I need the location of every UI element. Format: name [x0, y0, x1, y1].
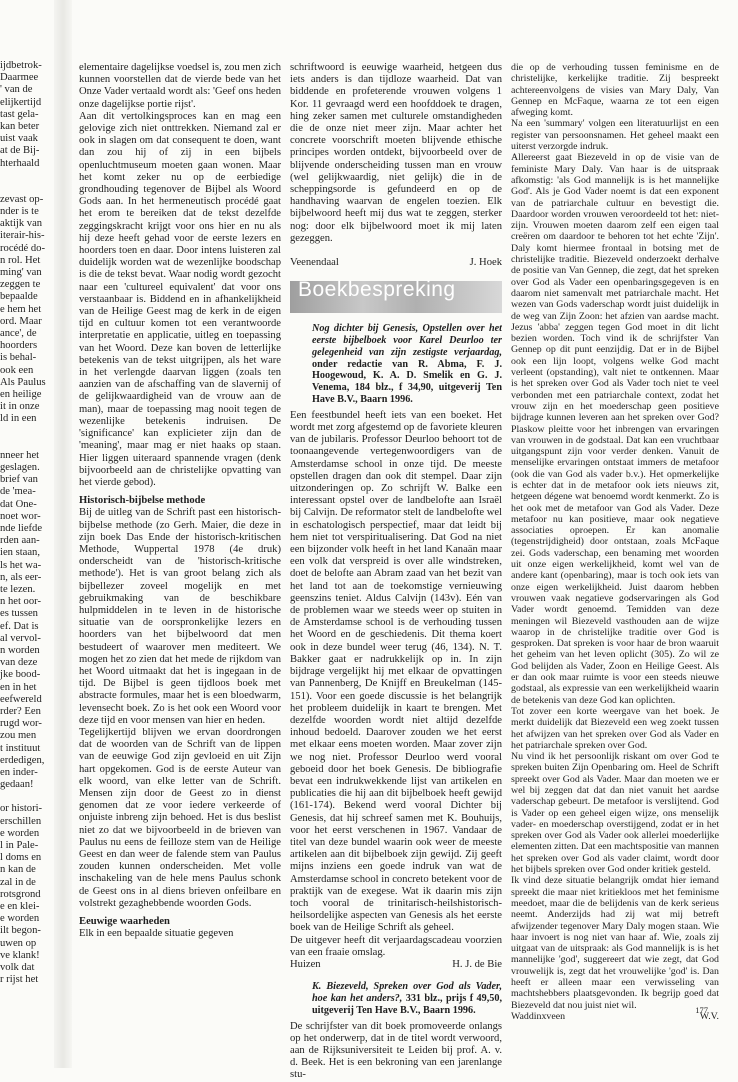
line-gap — [0, 791, 50, 803]
review-book-meta: onder redactie van R. Abma, F. J. Hoogewoud, K. A. D. Smelik en G. J. Venema, 184 blz., f 34,90, uitgeverij Ten Have B.V., Baarn 1996. — [312, 358, 502, 406]
text-fragment: t instituut — [0, 742, 41, 754]
text-fragment: Als Paulus — [0, 376, 46, 388]
text-fragment: l doms en — [0, 852, 42, 864]
review-signature — [511, 1011, 719, 1022]
page-spine-shadow — [54, 0, 72, 1068]
text-fragment: e en klei- — [0, 901, 40, 912]
text-fragment: uwen op — [0, 937, 37, 949]
paragraph: Nu vind ik het persoonlijk riskant om over God te spreken buiten Zijn Openbaring om. Heel de Schrift spreekt over God als Vader. Maar dan moeten we er wel bij zeggen dat dat dan niet vanuit het aardse vaderschap gebeurt. De metafoor is verslijtend. God is Vader op een geheel eigen wijze, ons menselijk vader- en moederschap overstijgend, zodat er in het spreken over God als Vader ook allerlei moederlijke elementen zitten. Dat een machtspositie van mannen het spreken over God als vader claimt, wordt door het bijbels spreken over God onder kritiek gesteld. — [511, 751, 719, 876]
review-book-meta: 331 blz., prijs f 49,50, uitgeverij Ten Have B.V., Baarn 1996. — [312, 992, 502, 1016]
paragraph: schriftwoord is eeuwige waarheid, hetgeen dus iets anders is dan tijdloze waarheid. Dat van biddende en profeterende vrouwen volgens 1 Kor. 11 gevraagd werd een hoofddoek te dragen, hing zeker samen met culturele omstandigheden die de onze niet meer zijn. Maar achter het concrete voorschrift moeten blijvende ethische principes worden ontdekt, bijvoorbeeld over de blijvende onderscheiding tussen man en vrouw (wel gelijkwaardig, niet gelijk) die in de scheppingsorde is gefundeerd en op de handhaving waarvan de engelen toezien. Elk bijbelwoord heeft mij dus wat te zeggen, sterker nog: door elk bijbelwoord moet ik mij laten gezeggen. — [290, 62, 502, 244]
signature-place: Huizen — [290, 958, 321, 970]
review-signature — [290, 959, 502, 971]
text-fragment: rocédé do- — [0, 242, 45, 254]
text-fragment: zevast op- — [0, 193, 44, 205]
paragraph: De schrijfster van dit boek promoveerde onlangs op het onderwerp, dat in de titel wordt verwoord, aan de Rijksuniversiteit te Leiden bij prof. A. v. d. Beek. Het is een bekroning van een jarenlange stu- — [290, 1020, 502, 1081]
paragraph: Aan dit vertolkingsproces kan en mag een gelovige zich niet onttrekken. Niemand zal er ook in slagen om dat consequent te doen, want dan zou hij of zij in een bijbels openluchtmuseum moeten gaan wonen. Maar het komt zeker nu op de eerbiedige grondhouding tegenover de Bijbel als Woord Gods aan. In het hermeneutisch procédé gaat het erom te bereiken dat de tekst dezelfde zeggingskracht krijgt voor ons hier en nu als hij deze heeft gehad voor de eerste lezers en hoorders toen en daar. Door intens luisteren zal duidelijk worden wat de wezenlijke boodschap is die de tekst bevat. Waar nodig wordt gezocht naar een 'cultureel equivalent' dat voor ons verstaanbaar is. Biddend en in afhankelijkheid van de Heilige Geest mag de kerk in de eigen tijd en cultuur komen tot een verantwoorde interpretatie en applicatie, uitleg en toepassing van het Woord. Deze kan boven de letterlijke betekenis van de tekst uitgrijpen, als het ware in het verlengde daarvan liggen (zoals ten aanzien van de afschaffing van de slavernij of de gelijkwaardigheid van de vrouw aan de man), maar de toepassing mag nooit tegen de wezenlijke betekenis indruisen. De 'significance' kan explicieter zijn dan de 'meaning', maar mag er niet haaks op staan. Hier liggen uiteraard spannende vragen (denk bijvoorbeeld aan de christelijke opvatting van het vierde gebod). — [79, 110, 281, 488]
line-gap — [0, 170, 50, 182]
paragraph: Bij de uitleg van de Schrift past een historisch-bijbelse methode (zo Gerh. Maier, die deze in zijn boek Das Ende der historisch-kritischen Methode, Wuppertal 1978 (4e druk) onderscheidt van de 'historisch-kritische methode'). Het is van groot belang zich als bijbellezer zoveel mogelijk en met gebruikmaking van de beschikbare hulpmiddelen in te leven in de historische situatie van de oorspronkelijke lezers en hoorders van het bijbelwoord dat men bestudeert of waarover men mediteert. We mogen het zo zien dat het mede de rijkdom van het Woord uitmaakt dat het is ingegaan in de tijd. De Bijbel is geen tijdloos boek met abstracte formules, maar het is een bloedwarm, levensecht boek. Zo is het ook een Woord voor deze tijd en voor mensen van hier en heden. — [79, 507, 281, 726]
text-fragment: hoorders — [0, 340, 38, 352]
signature-author: H. J. de Bie — [452, 958, 502, 970]
text-fragment: n kan de — [0, 864, 36, 876]
review-book-title: Nog dichter bij Genesis, Opstellen over het eerste bijbelboek voor Karel Deurloo ter gelegenheid van zijn zestigste verjaardag, — [312, 323, 502, 358]
text-fragment: ilt begon- — [0, 925, 41, 937]
text-fragment: nde liefde — [0, 522, 43, 534]
text-fragment: jke bood- — [0, 669, 41, 681]
text-fragment: rugd wor- — [0, 718, 42, 730]
text-fragment: at de Bij- — [0, 145, 40, 157]
article-signature — [290, 257, 502, 269]
paragraph: elementaire dagelijkse voedsel is, zou men zich kunnen voorstellen dat de vierde bede van het Onze Vader vertaald wordt als: 'Geef ons heden onze dagelijkse portie rijst'. — [79, 62, 281, 110]
text-fragment: en heilige — [0, 389, 42, 401]
review-book-title: K. Biezeveld, Spreken over God als Vader, hoe kan het anders?, — [312, 981, 502, 1004]
article-column-1 — [79, 62, 281, 940]
paragraph: Elk in een bepaalde situatie gegeven — [79, 928, 234, 940]
paragraph: De uitgever heeft dit verjaardagscadeau voorzien van een fraaie omslag. — [290, 934, 502, 958]
page-number: 177 — [695, 1005, 708, 1015]
text-fragment: or histori- — [0, 803, 43, 815]
text-fragment: ' van de — [0, 84, 33, 96]
text-fragment: kan beter — [0, 121, 40, 133]
text-fragment: is behal- — [0, 352, 37, 364]
text-fragment: noet wor- — [0, 510, 41, 522]
article-column-2 — [290, 62, 502, 1082]
line-gap — [0, 438, 50, 450]
text-fragment: eefwereld — [0, 693, 42, 705]
text-fragment: de 'mea- — [0, 486, 36, 498]
paragraph: Tot zover een korte weergave van het boek. Je merkt duidelijk dat Biezeveld een weg zoekt tussen het afwijzen van het spreken over God als Vader en het patriarchale spreken over God. — [511, 705, 719, 751]
text-fragment: rotsgrond — [0, 888, 41, 900]
signature-place: Waddinxveen — [511, 1010, 566, 1022]
line-gap — [0, 426, 50, 438]
text-fragment: gedaan! — [0, 779, 34, 791]
text-fragment: zal in de — [0, 876, 36, 888]
text-fragment: e worden — [0, 913, 40, 925]
text-fragment: ef. Dat is — [0, 620, 39, 632]
text-fragment: r rijst het — [0, 974, 39, 986]
review-heading — [312, 981, 502, 1016]
text-fragment: nneer het — [0, 449, 40, 461]
text-fragment: rden aan- — [0, 535, 40, 547]
previous-page-column-fragment — [0, 60, 50, 986]
text-fragment: ijdbetrok- — [0, 60, 42, 71]
text-fragment: ook een — [0, 364, 34, 376]
paragraph: Ik vind deze situatie belangrijk omdat hier iemand spreekt die maar niet kritiekloos met het feminisme meedoet, maar die de belijdenis van de kerk serieus neemt. Anderzijds had zij wat mij betreft afwijzender tegenover Mary Daly mogen staan. Wie haar invoert is nog niet van haar af. Wie, zoals zij uitgaat van de uitspraak: als God mannelijk is is het mannelijke 'god', suggereert dat wie zegt, dat God vrouwelijk is, zegt dat het vrouwelijke 'god' is. Dan heeft er alleen maar een verwisseling van machtshebbers plaatsgevonden. Ik begrijp goed dat Biezeveld dat nou juist niet wil. — [511, 875, 719, 1011]
text-fragment: ld in een — [0, 413, 37, 425]
article-column-3 — [511, 62, 719, 1022]
text-fragment: ien staan, — [0, 547, 41, 559]
text-fragment: l in Pale- — [0, 839, 39, 851]
section-heading: Eeuwige waarheden — [79, 916, 170, 928]
text-fragment: tast gela- — [0, 108, 39, 120]
text-fragment: ve klank! — [0, 949, 40, 961]
text-fragment: e worden — [0, 827, 40, 839]
text-fragment: erschillen — [0, 815, 42, 827]
text-fragment: iterair-his- — [0, 230, 45, 242]
review-heading — [312, 323, 502, 406]
text-fragment: te lezen. — [0, 583, 36, 595]
text-fragment: n worden — [0, 644, 40, 656]
line-gap — [0, 182, 50, 194]
section-heading: Historisch-bijbelse methode — [79, 495, 206, 507]
text-fragment: nder is te — [0, 206, 39, 218]
text-fragment: elijkertijd — [0, 96, 42, 108]
text-fragment: dat One- — [0, 498, 37, 510]
signature-author: W.V. — [699, 1010, 719, 1022]
paragraph: Een feestbundel heeft iets van een boeket. Het wordt met zorg afgestemd op de favoriete kleuren van de jubilaris. Professor Deurloo behoort tot de toonaangevende vertegenwoordigers van de Amsterdamse school in onze tijd. De meeste opstellen dragen dan ook dit stempel. Daar zijn uitzonderingen op. Zo schrijft W. Balke een interessant opstel over de landbelofte aan Israël bij Calvijn. De reformator stelt de landbelofte wel in eschatologisch perspectief, maar dat leidt bij hem niet tot verspiritualisering. Dat God na niet een bijzonder volk heeft in het land Kanaän maar een volk dat verspreid is over alle windstreken, doet de belofte aan Abram zaad van het bezit van het land tot aan de toekomstige vernieuwing geenszins teniet. Aldus Calvijn (143v). Eén van de problemen waar we steeds weer op stuiten in de Amsterdamse school is de verhouding tussen het Woord en de geschiedenis. Dit thema koert ook in deze bundel weer terug (46, 134). N. T. Bakker gaat er nadrukkelijk op in. In zijn bijdrage vergelijkt hij met elkaar de opvattingen van Pannenberg, De Knijff en Breukelman (145-151). Voor een goede discussie is het belangrijk het probleem duidelijk in kaart te brengen. Met dezelfde woorden wordt niet altijd dezelfde inhoud bedoeld. Daarover zouden we het eerst met elkaar eens moeten worden. Maar zover zijn we nog niet. Professor Deurloo werd vooral geboeid door het boek Genesis. De bibliografie bevat een indrukwekkende lijst van artikelen en publicaties die hij aan dit bijbelboek heeft gewijd (161-174). Bekend werd vooral Dichter bij Genesis, dat hij schreef samen met K. Bouhuijs, voor het eerst verschenen in 1967. Vandaar de titel van deze bundel waarin ook weer de meeste artikelen aan dit bijbelboek zijn gewijd. Zij geeft mijns inziens een goede indruk van wat de Amsterdamse school in concreto betekent voor de praktijk van de exegese. Wat ik daarin mis zijn toch vooral de trinitarisch-heilshistorisch-heilsordelijke aspecten van Genesis als het eerste boek van de Heilige Schrift als geheel. — [290, 409, 502, 934]
text-fragment: Daarmee — [0, 72, 39, 84]
text-fragment: hterhaald — [0, 157, 40, 169]
text-fragment: van deze — [0, 657, 38, 669]
text-fragment: it in onze — [0, 401, 40, 413]
section-banner — [290, 278, 502, 313]
text-fragment: n, als eer- — [0, 571, 42, 583]
text-fragment: geslagen. — [0, 461, 40, 473]
paragraph: Na een 'summary' volgen een literatuurlijst en een register van persoonsnamen. Het geheel maakt een uiterst verzorgde indruk. — [511, 118, 719, 153]
text-fragment: zeggen te — [0, 279, 41, 291]
text-fragment: erdedigen, — [0, 754, 45, 766]
text-fragment: es tussen — [0, 608, 38, 620]
text-fragment: bepaalde — [0, 291, 38, 303]
signature-place: Veenendaal — [290, 257, 339, 269]
text-fragment: zou men — [0, 730, 37, 742]
text-fragment: al vervol- — [0, 632, 41, 644]
paragraph: Tegelijkertijd blijven we ervan doordrongen dat de woorden van de Schrift van de lippen van de eeuwige God zijn gevloeid en uit Zijn hart opgekomen. God is de eerste Auteur van elk woord, van elke letter van de Schrift. Mensen zijn door de Geest zo in dienst genomen dat ze voor iedere verkeerde of onjuiste inbreng zijn behoed. Het is dus beslist niet zo dat we bijvoorbeeld in de brieven van Paulus nu eens de feilloze stem van de Heilige Geest en dan weer de falende stem van Paulus zouden kunnen onderscheiden. Met volle inschakeling van de hele mens Paulus schonk de Geest ons in al diens brieven onfeilbare en volstrekt gezaghebbende woorden Gods. — [79, 726, 281, 909]
signature-author: J. Hoek — [469, 257, 502, 269]
banner-title: Boekbespreking — [298, 278, 456, 302]
text-fragment: uist vaak — [0, 133, 38, 145]
paragraph: die op de verhouding tussen feminisme en de christelijke, kerkelijke traditie. Zij bespreekt achtereenvolgens de visies van Mary Daly, Van Gennep en McFaque, waarna ze tot een eigen afweging komt. — [511, 62, 719, 119]
text-fragment: ance', de — [0, 328, 37, 340]
text-fragment: en in het — [0, 681, 37, 693]
text-fragment: en inder- — [0, 766, 38, 778]
text-fragment: ord. Maar — [0, 315, 42, 327]
text-fragment: e hem het — [0, 303, 42, 315]
text-fragment: ls het wa- — [0, 559, 42, 571]
text-fragment: n het oor- — [0, 596, 41, 608]
text-fragment: aktijk van — [0, 218, 43, 230]
text-fragment: n rol. Het — [0, 254, 41, 266]
text-fragment: rder? Een — [0, 705, 41, 717]
text-fragment: brief van — [0, 474, 38, 486]
text-fragment: volk dat — [0, 962, 35, 974]
paragraph: Allereerst gaat Biezeveld in op de visie van de feministe Mary Daly. Van haar is de uitspraak afkomstig: 'als God mannelijk is is het mannelijke God'. Als je God Vader noemt is dat een exponent van de patriarchale cultuur en bevestigt die. Daardoor worden vrouwen veroordeeld tot het: niet-zijn. Vrouwen moeten daarom zelf een eigen taal creëren om daardoor te behoren tot het echte 'Zijn'. Daly komt hiermee frontaal in botsing met de christelijke traditie. Biezeveld onderzoekt derhalve de positie van Van Gennep, die zegt, dat het spreken over God als Vader een openbaringsgegeven is en daarom niet samenvalt met patriarchale macht. Het wezen van Gods vaderschap wordt juist duidelijk in de weg van Zijn Zoon: het afzien van aardse macht. Jezus 'abba' zeggen tegen God moet in dit licht bezien worden. Toch vind ik de schrijfster Van Gennep op dit punt eenzijdig. Dat er in de Bijbel ook een lijn loopt, volgens welke God macht verleent (opstanding), valt niet te ontkennen. Maar is het spreken over God als Vader toch niet te veel verbonden met een patriarchale context, zodat het vrouw zijn en het moederschap geen positieve bijdrage kunnen leveren aan het spreken over God? Plaskow pleitte voor het inbrengen van ervaringen van vrouwen in de godstaal. Dat kan een vruchtbaar uitgangspunt zijn voor verder denken. Vanuit de menselijke ervaringen ontstaat immers de metafoor (ook die van God als vader b.v.). Het opmerkelijke is echter dat in de metafoor ook iets nieuws zit, hetgeen dégene wat benoemd wordt kenmerkt. Zo is het ook met de metafoor van God als Vader. Deze metafoor nu kan positieve, maar ook negatieve associaties oproepen. Er kan anomalie (tegenstrijdigheid) door ontstaan, zoals McFaque zei. Gods vaderschap, een benaming met woorden uit onze eigen werkelijkheid, komt wel van de andere kant (openbaring), maar is toch ook iets van onze eigen werkelijkheid. Juist daarom hebben vrouwen vaak negatieve godservaringen als God Vader wordt genoemd. Temidden van deze meningen wil Biezeveld vasthouden aan de wijze waarop in de christelijke traditie over God is gesproken. Dat spreken is voor haar de bron waaruit het geheim van het leven oplicht (305). Zo wil ze God belijden als Vader, Zoon en Heilige Geest. Als er dan ook maar ruimte is voor een steeds nieuwe godstaal, als expressie van een werkelijkheid waarin de betekenis van deze God kan oplichten. — [511, 152, 719, 706]
text-fragment: ming' van — [0, 267, 42, 279]
